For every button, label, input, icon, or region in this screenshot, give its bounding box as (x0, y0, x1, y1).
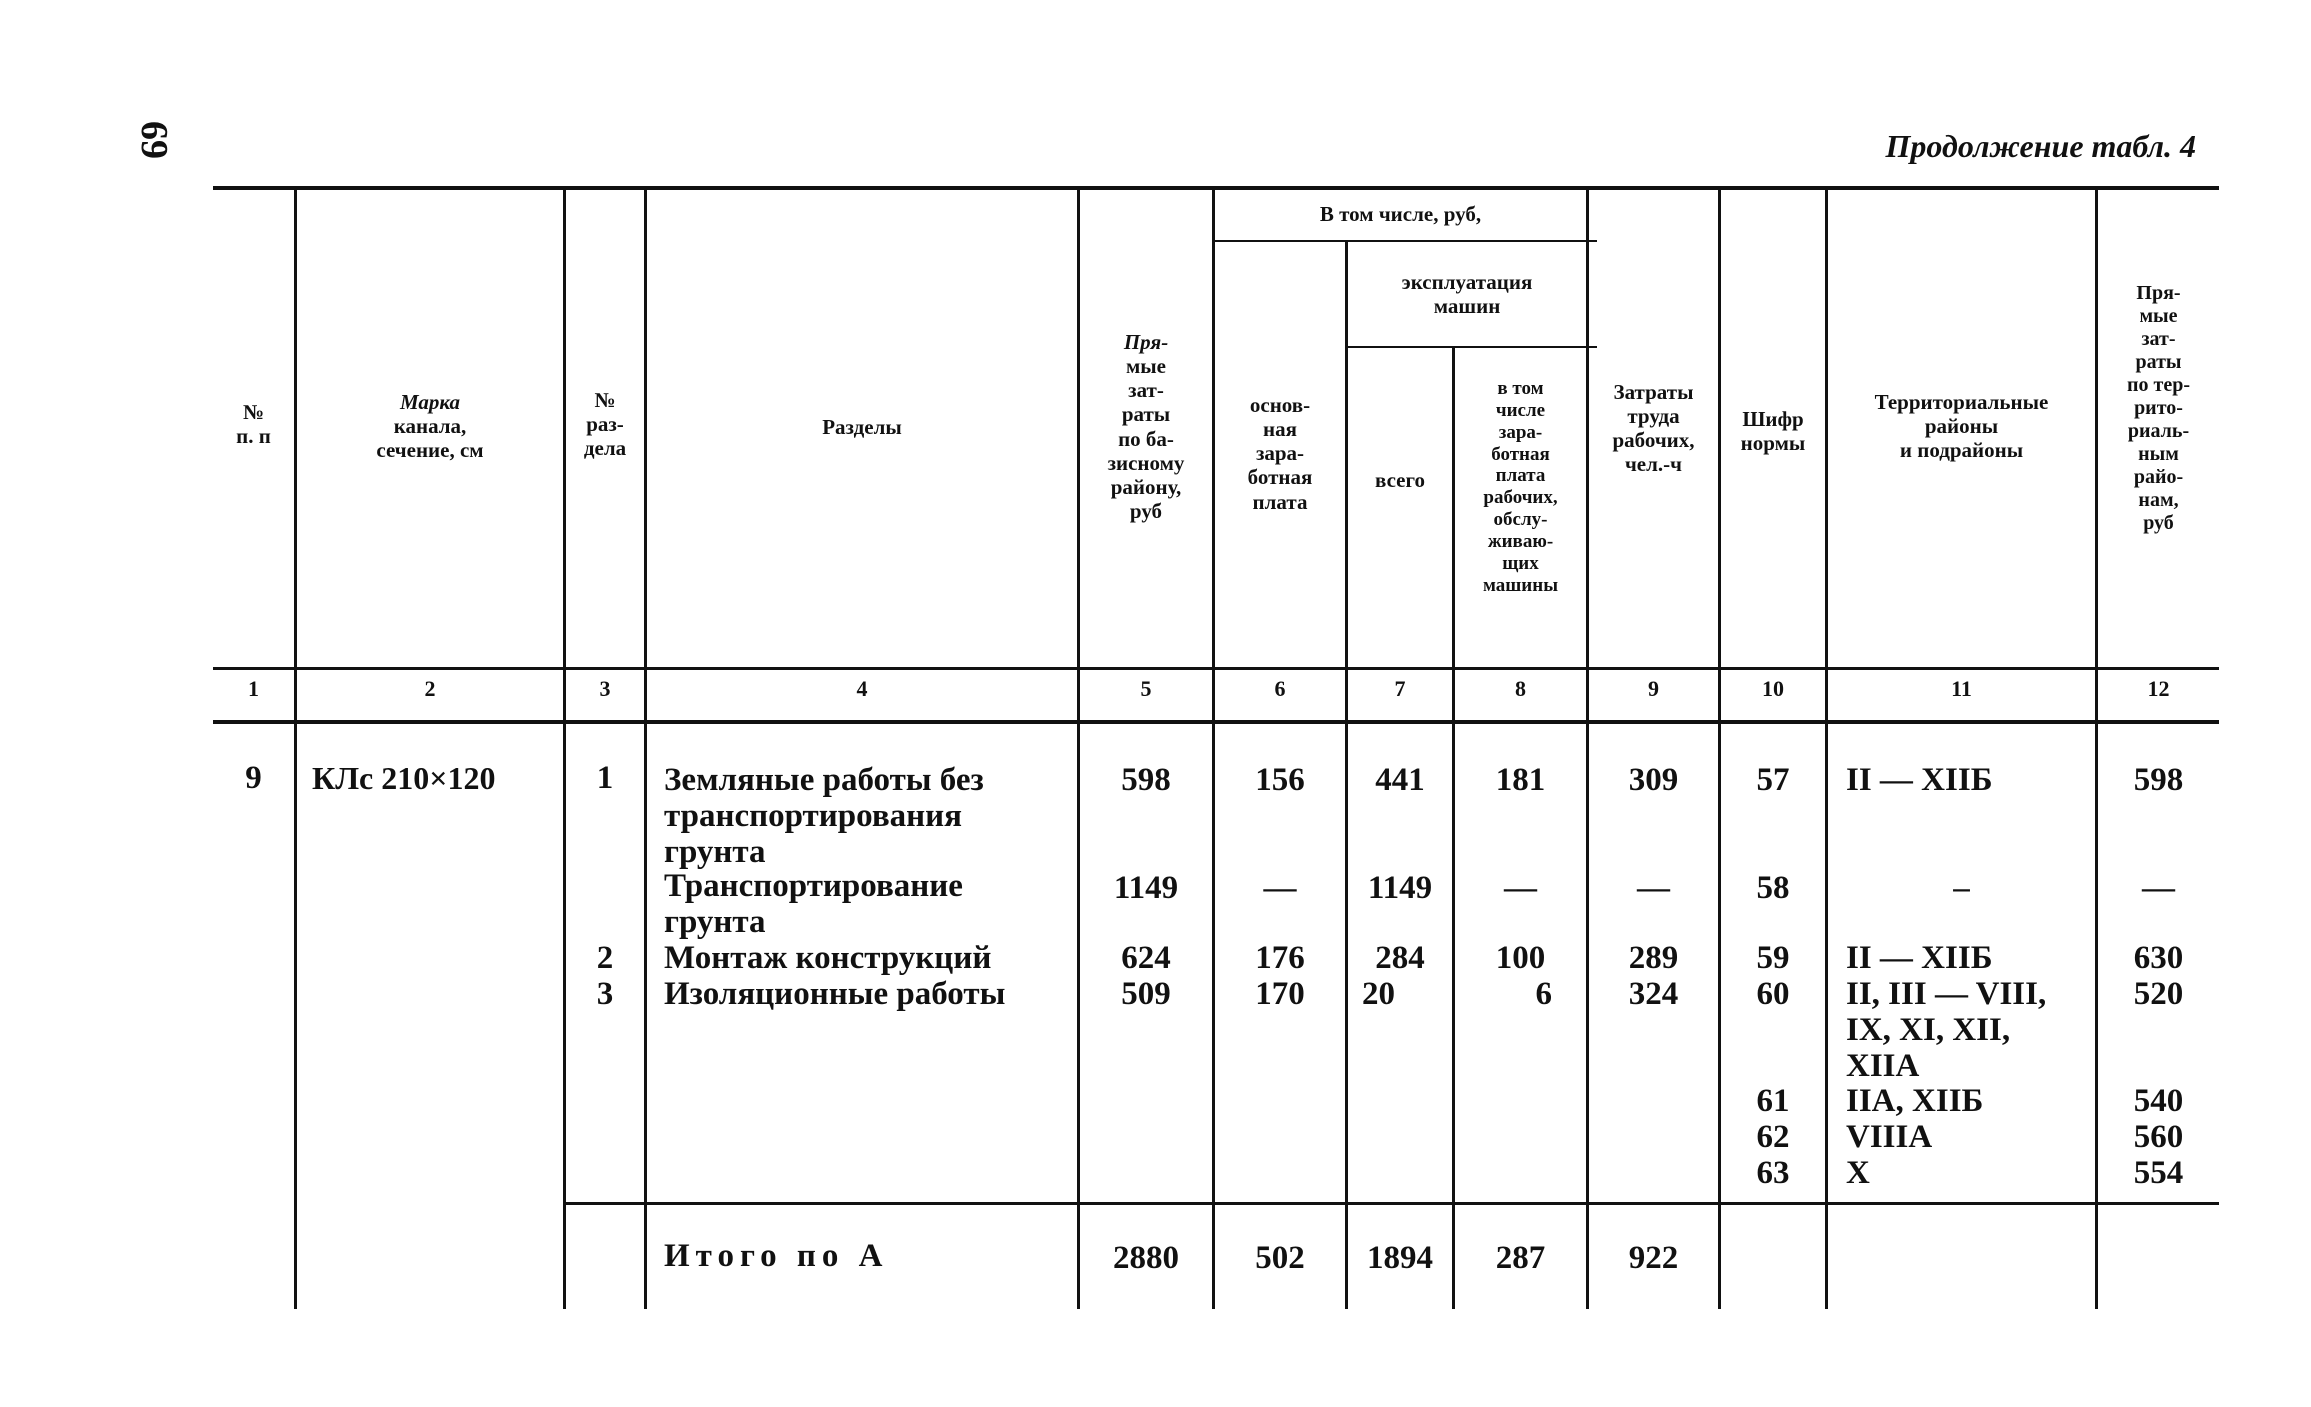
value-norm-code: 58 (1756, 870, 1790, 906)
column-number: 4 (856, 676, 868, 701)
value-labor-costs: — (1637, 870, 1670, 906)
value-norm-code: 60 (1756, 976, 1790, 1012)
value-basic-wage: 176 (1255, 940, 1305, 976)
value-basic-wage: 156 (1255, 762, 1305, 798)
table-caption: Продолжение табл. 4 (1885, 128, 2196, 164)
column-number: 5 (1140, 676, 1152, 701)
value-machine-total: 441 (1375, 762, 1425, 798)
header-territorial-districts: Территориальные районы и подрайоны (1874, 390, 2049, 463)
header-row-number: № п. п (236, 400, 271, 449)
header-channel-mark-rest: канала, сечение, см (376, 414, 484, 463)
value-machine-wage: — (1504, 870, 1537, 906)
value-machine-total: 284 (1375, 940, 1425, 976)
column-number: 10 (1762, 676, 1784, 701)
value-territorial-district: II — XIIБ (1846, 762, 1993, 798)
section-name: Земляные работы без транспортирования грунта (664, 762, 984, 870)
total-label: Итого по А (664, 1238, 889, 1274)
value-norm-code: 63 (1756, 1155, 1790, 1191)
column-number: 7 (1394, 676, 1406, 701)
value-direct-cost-territorial: 560 (2133, 1119, 2184, 1155)
page-number: 69 (133, 121, 175, 159)
header-channel-mark (297, 390, 563, 462)
header-machine-operation: эксплуатация машин (1401, 270, 1533, 319)
value-basic-wage: — (1263, 870, 1297, 906)
value-machine-wage: 6 (1535, 976, 1552, 1012)
total-labor-costs: 922 (1628, 1240, 1679, 1276)
value-norm-code: 59 (1756, 940, 1790, 976)
value-territorial-district: VIIIА (1846, 1119, 1933, 1155)
header-basic-wage: основ- ная зара- ботная плата (1247, 393, 1313, 514)
value-basic-wage: 170 (1255, 976, 1305, 1012)
column-number: 6 (1274, 676, 1286, 701)
value-labor-costs: 309 (1628, 762, 1679, 798)
header-sections: Разделы (822, 415, 902, 439)
value-direct-cost-territorial: 540 (2133, 1083, 2184, 1119)
header-labor-costs: Затраты труда рабочих, чел.-ч (1612, 380, 1695, 477)
total-machine-total: 1894 (1367, 1240, 1433, 1276)
header-direct-costs-base-rest: мые зат- раты по ба- зисному району, руб (1107, 354, 1185, 523)
value-territorial-district: X (1846, 1155, 1870, 1191)
total-machine-wage: 287 (1495, 1240, 1546, 1276)
header-including: В том числе, руб, (1319, 202, 1482, 226)
value-territorial-district: IIА, XIIБ (1846, 1083, 1984, 1119)
section-number: 1 (596, 760, 614, 796)
column-number: 8 (1515, 676, 1526, 701)
header-direct-costs-territorial: Пря- мые зат- раты по тер- рито- риаль- ным райо- нам, руб (2126, 282, 2190, 534)
total-basic-wage: 502 (1255, 1240, 1305, 1276)
section-name: Транспортирование грунта (664, 868, 963, 940)
column-number: 11 (1951, 676, 1972, 701)
value-norm-code: 62 (1756, 1119, 1790, 1155)
section-name: Изоляционные работы (664, 976, 1006, 1012)
column-number: 9 (1648, 676, 1659, 701)
section-number: 2 (596, 940, 614, 976)
value-direct-cost-base: 1149 (1113, 870, 1179, 906)
value-norm-code: 57 (1756, 762, 1790, 798)
value-direct-cost-base: 624 (1121, 940, 1171, 976)
value-machine-wage: 100 (1495, 940, 1546, 976)
value-direct-cost-territorial: 520 (2133, 976, 2184, 1012)
value-labor-costs: 289 (1628, 940, 1679, 976)
value-territorial-district: II — XIIБ (1846, 940, 1993, 976)
section-name: Монтаж конструкций (664, 940, 992, 976)
header-channel-mark-title: Марка (400, 390, 460, 414)
value-norm-code: 61 (1756, 1083, 1790, 1119)
value-machine-wage: 181 (1495, 762, 1546, 798)
header-total: всего (1374, 468, 1425, 492)
total-direct-cost-base: 2880 (1113, 1240, 1179, 1276)
value-territorial-district: II, III — VIII, IX, XI, XII, XIIA (1846, 976, 2047, 1084)
value-direct-cost-territorial: — (2142, 870, 2175, 906)
value-labor-costs: 324 (1628, 976, 1679, 1012)
channel-mark: КЛс 210×120 (312, 760, 496, 796)
value-direct-cost-territorial: 598 (2133, 762, 2184, 798)
value-machine-total: 1149 (1367, 870, 1433, 906)
row-number: 9 (245, 760, 262, 796)
value-direct-cost-base: 598 (1121, 762, 1171, 798)
value-machine-total: 20 (1362, 976, 1395, 1012)
header-direct-costs-base (1080, 330, 1212, 523)
column-number: 12 (2147, 676, 2170, 701)
header-machine-wage: в том числе зара- ботная плата рабочих, обслу- живаю- щих машины (1482, 378, 1559, 596)
column-number: 3 (599, 676, 611, 701)
header-norm-code: Шифр нормы (1740, 407, 1806, 456)
value-direct-cost-base: 509 (1121, 976, 1171, 1012)
header-direct-costs-base-title: Пря- (1123, 330, 1169, 354)
column-number: 1 (248, 676, 259, 701)
column-number: 2 (424, 676, 436, 701)
value-direct-cost-territorial: 554 (2133, 1155, 2184, 1191)
value-direct-cost-territorial: 630 (2133, 940, 2184, 976)
header-section-number: № раз- дела (583, 388, 627, 461)
value-territorial-district: – (1953, 870, 1970, 906)
section-number: 3 (596, 976, 614, 1012)
